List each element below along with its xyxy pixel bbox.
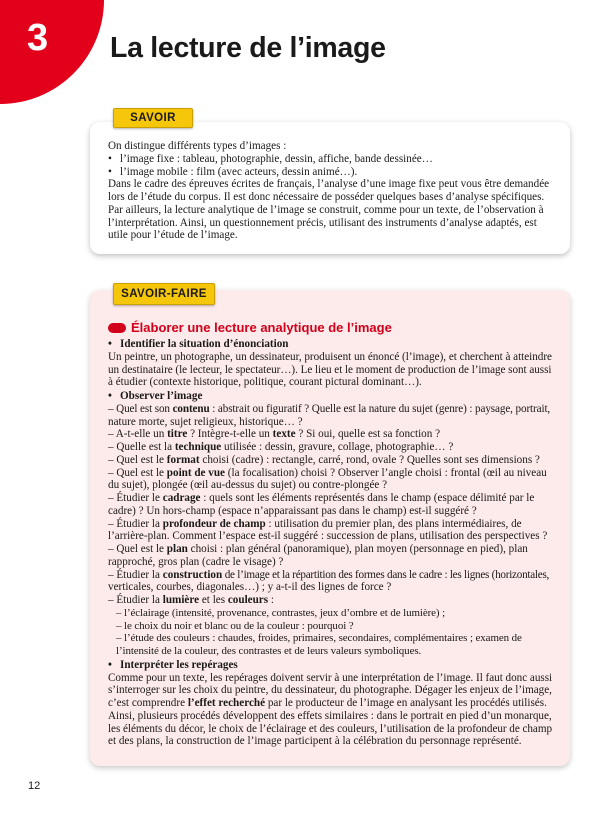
subsection-title: • Observer l’image <box>108 390 552 403</box>
red-pill-icon <box>108 323 126 333</box>
savoir-paragraph-line: Dans le cadre des épreuves écrites de français, l’analyse d’une image fixe peut vous être demandée <box>108 178 550 191</box>
paragraph-line: c’est comprendre l’effet recherché par le producteur de l’image en analysant les procédés utilisés. <box>108 697 547 709</box>
subsection-title: • Identifier la situation d’énonciation <box>108 338 552 351</box>
question-line: nature morte, sujet religieux, historique… ? <box>108 415 303 428</box>
savoir-intro: On distingue différents types d’images : <box>108 140 287 152</box>
savoir-text <box>108 140 552 242</box>
paragraph-line: Ainsi, plusieurs procédés développent des effets similaires : dans le portrait en pied d’un monarque, <box>108 709 552 722</box>
question-line: rapproché, gros plan (cadre le visage) ? <box>108 555 284 568</box>
savoir-faire-label: SAVOIR-FAIRE <box>113 283 215 305</box>
page-title: La lecture de l’image <box>110 32 386 64</box>
paragraph-line: Comme pour un texte, les repérages doivent servir à une interprétation de l’image. Il faut donc aussi <box>108 671 553 684</box>
question-line: – Quelle est la technique utilisée : dessin, gravure, collage, photographie… ? <box>108 441 454 453</box>
savoir-label: SAVOIR <box>113 108 193 128</box>
question-line: – Quel est son contenu : abstrait ou figuratif ? Quelle est la nature du sujet (genre) : paysage, portrait, <box>108 402 551 415</box>
paragraph-line: Un peintre, un photographe, un dessinateur, produisent un énoncé (l’image), et cherchent à atteindre <box>108 350 552 363</box>
chapter-corner-tab <box>0 0 104 104</box>
question-line: – Étudier la profondeur de champ : utilisation du premier plan, des plans intermédiaires, de <box>108 517 522 530</box>
savoir-paragraph-line: Par ailleurs, la lecture analytique de l’image se construit, comme pour un texte, de l’observation à <box>108 203 544 216</box>
paragraph-line: les éléments du décor, le choix de l’éclairage et des couleurs, l’utilisation de la profondeur de champ <box>108 722 552 735</box>
question-line: verticales, courbes, diagonales…) ; y a-t-il des lignes de force ? <box>108 581 392 594</box>
savoir-bullet: • l’image fixe : tableau, photographie, dessin, affiche, bande dessinée… <box>108 153 552 166</box>
question-line: l’arrière-plan. Comment l’espace est-il suggéré : succession de plans, utilisation des perspectives ? <box>108 530 548 543</box>
savoir-paragraph-line: lors de l’étude du corpus. Il est donc nécessaire de posséder quelques bases d’analyse spécifiques. <box>108 191 545 203</box>
question-line: – Quel est le point de vue (la focalisation) choisi ? Observer l’angle choisi : frontal (œil au niveau <box>108 466 547 479</box>
sub-question-line: – le choix du noir et blanc ou de la couleur : pourquoi ? <box>116 619 354 632</box>
question-line: – A-t-elle un titre ? Intègre-t-elle un texte ? Si oui, quelle est sa fonction ? <box>108 428 441 441</box>
savoir-bullet: • l’image mobile : film (avec acteurs, dessin animé…). <box>108 166 552 179</box>
chapter-number: 3 <box>27 17 49 59</box>
subsection-title: • Interpréter les repérages <box>108 659 552 672</box>
paragraph-line: et des plans, la construction de l’image participent à la célébration du personnage représenté. <box>108 735 522 748</box>
paragraph-line: à étudier (contexte historique, politique, courant pictural dominant…). <box>108 376 422 389</box>
question-line: – Quel est le format choisi (cadre) : rectangle, carré, rond, ovale ? Quelles sont ses dimensions ? <box>108 453 540 466</box>
question-line: – Quel est le plan choisi : plan général (panoramique), plan moyen (personnage en pied), plan <box>108 543 528 555</box>
paragraph-line: un destinataire (le lecteur, le spectateur…). Le lieu et le moment de production de l’image sont aussi <box>108 363 552 376</box>
question-line: – Étudier le cadrage : quels sont les éléments représentés dans le champ (espace délimité par le <box>108 492 535 504</box>
savoir-paragraph-line: utile pour l’étude de l’image. <box>108 229 238 242</box>
paragraph-line: s’interroger sur les choix du peintre, du dessinateur, du photographe. Dégager les enjeux de l’image, <box>108 684 552 697</box>
savoir-paragraph-line: l’interprétation. Ainsi, un questionnement précis, utilisant des instruments d’analyse adaptés, est <box>108 216 537 229</box>
page-number: 12 <box>28 780 41 792</box>
question-line: – Étudier la construction de l’image et la répartition des formes dans le cadre : les lignes (horizontales, <box>108 568 550 581</box>
question-line: cadre) ? Un hors-champ (espace n’apparaissant pas dans le champ) est-il suggéré ? <box>108 504 477 517</box>
section-heading-text: Élaborer une lecture analytique de l’image <box>131 320 392 335</box>
sub-question-line: l’intensité de la couleur, des contrastes et de leurs valeurs symboliques. <box>116 645 422 657</box>
savoir-faire-text <box>108 320 552 748</box>
question-line: du sujet), plongée (œil au-dessus du sujet) ou contre-plongée ? <box>108 479 388 492</box>
sub-question-line: – l’étude des couleurs : chaudes, froides, primaires, secondaires, complémentaires ; examen de <box>116 632 522 645</box>
section-heading <box>108 320 552 336</box>
question-line: – Étudier la lumière et les couleurs : <box>108 594 274 606</box>
sub-question-line: – l’éclairage (intensité, provenance, contrastes, jeux d’ombre et de lumière) ; <box>116 606 446 619</box>
